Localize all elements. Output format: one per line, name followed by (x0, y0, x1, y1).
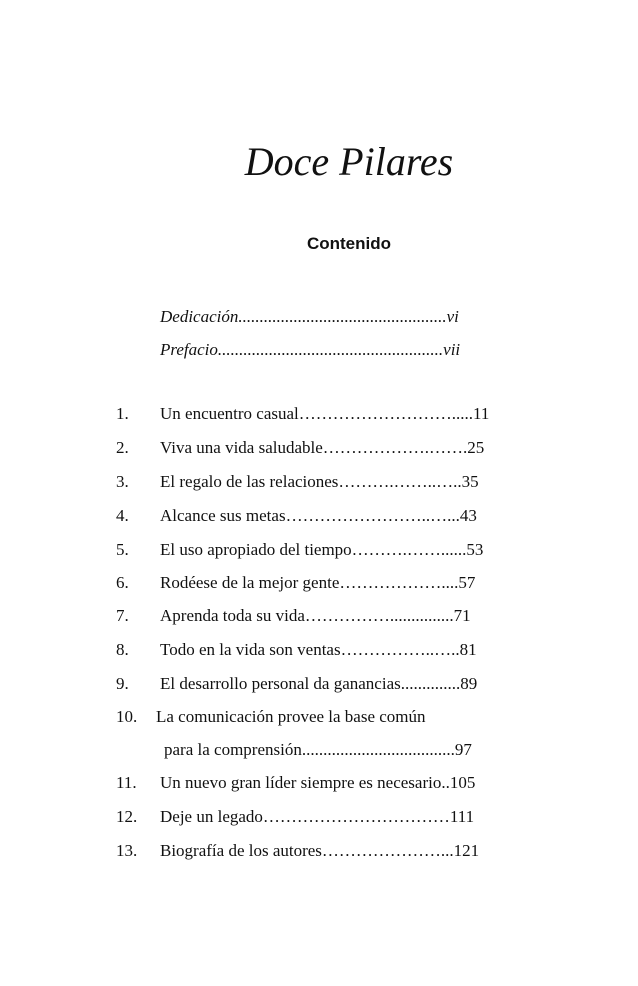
chapter-entry: El desarrollo personal da ganancias..............89 (160, 674, 478, 693)
chapter-number: 1. (116, 404, 129, 423)
chapter-entry: Biografía de los autores…………………...121 (160, 841, 480, 860)
chapter-number: 5. (116, 540, 129, 559)
chapter-number: 10. (116, 707, 138, 726)
book-title: Doce Pilares (244, 139, 454, 184)
chapter-entry: Un nuevo gran líder siempre es necesario..105 (160, 773, 476, 792)
chapter-number: 11. (116, 773, 137, 792)
chapter-number: 2. (116, 438, 129, 457)
chapter-number: 9. (116, 674, 129, 693)
chapter-entry: Rodéese de la mejor gente………………....57 (160, 573, 476, 592)
chapter-number: 7. (116, 606, 129, 625)
chapter-number: 13. (116, 841, 138, 860)
toc-entry-dedication: Dedicación.................................................vi (160, 307, 459, 326)
chapter-entry: Un encuentro casual……………………….....11 (160, 404, 490, 423)
chapter-number: 3. (116, 472, 129, 491)
chapter-entry: Todo en la vida son ventas……………..…..81 (160, 640, 477, 659)
chapter-number: 12. (116, 807, 138, 826)
toc-entry-preface: Prefacio.....................................................vii (160, 340, 461, 359)
chapter-number: 4. (116, 506, 129, 525)
chapter-entry: El regalo de las relaciones……….……..…..35 (160, 472, 479, 491)
chapter-entry: El uso apropiado del tiempo……….……......53 (160, 540, 484, 559)
chapter-entry: La comunicación provee la base común (156, 707, 426, 726)
chapter-entry: Aprenda toda su vida……………...............71 (160, 606, 471, 625)
chapter-entry: Viva una vida saludable……………….…….25 (160, 438, 485, 457)
chapter-entry-continuation: para la comprensión....................................97 (164, 740, 472, 759)
contents-heading: Contenido (306, 234, 392, 253)
chapter-entry: Deje un legado……………………………111 (160, 807, 475, 826)
chapter-number: 6. (116, 573, 129, 592)
chapter-entry: Alcance sus metas……………………..…...43 (160, 506, 477, 525)
chapter-number: 8. (116, 640, 129, 659)
